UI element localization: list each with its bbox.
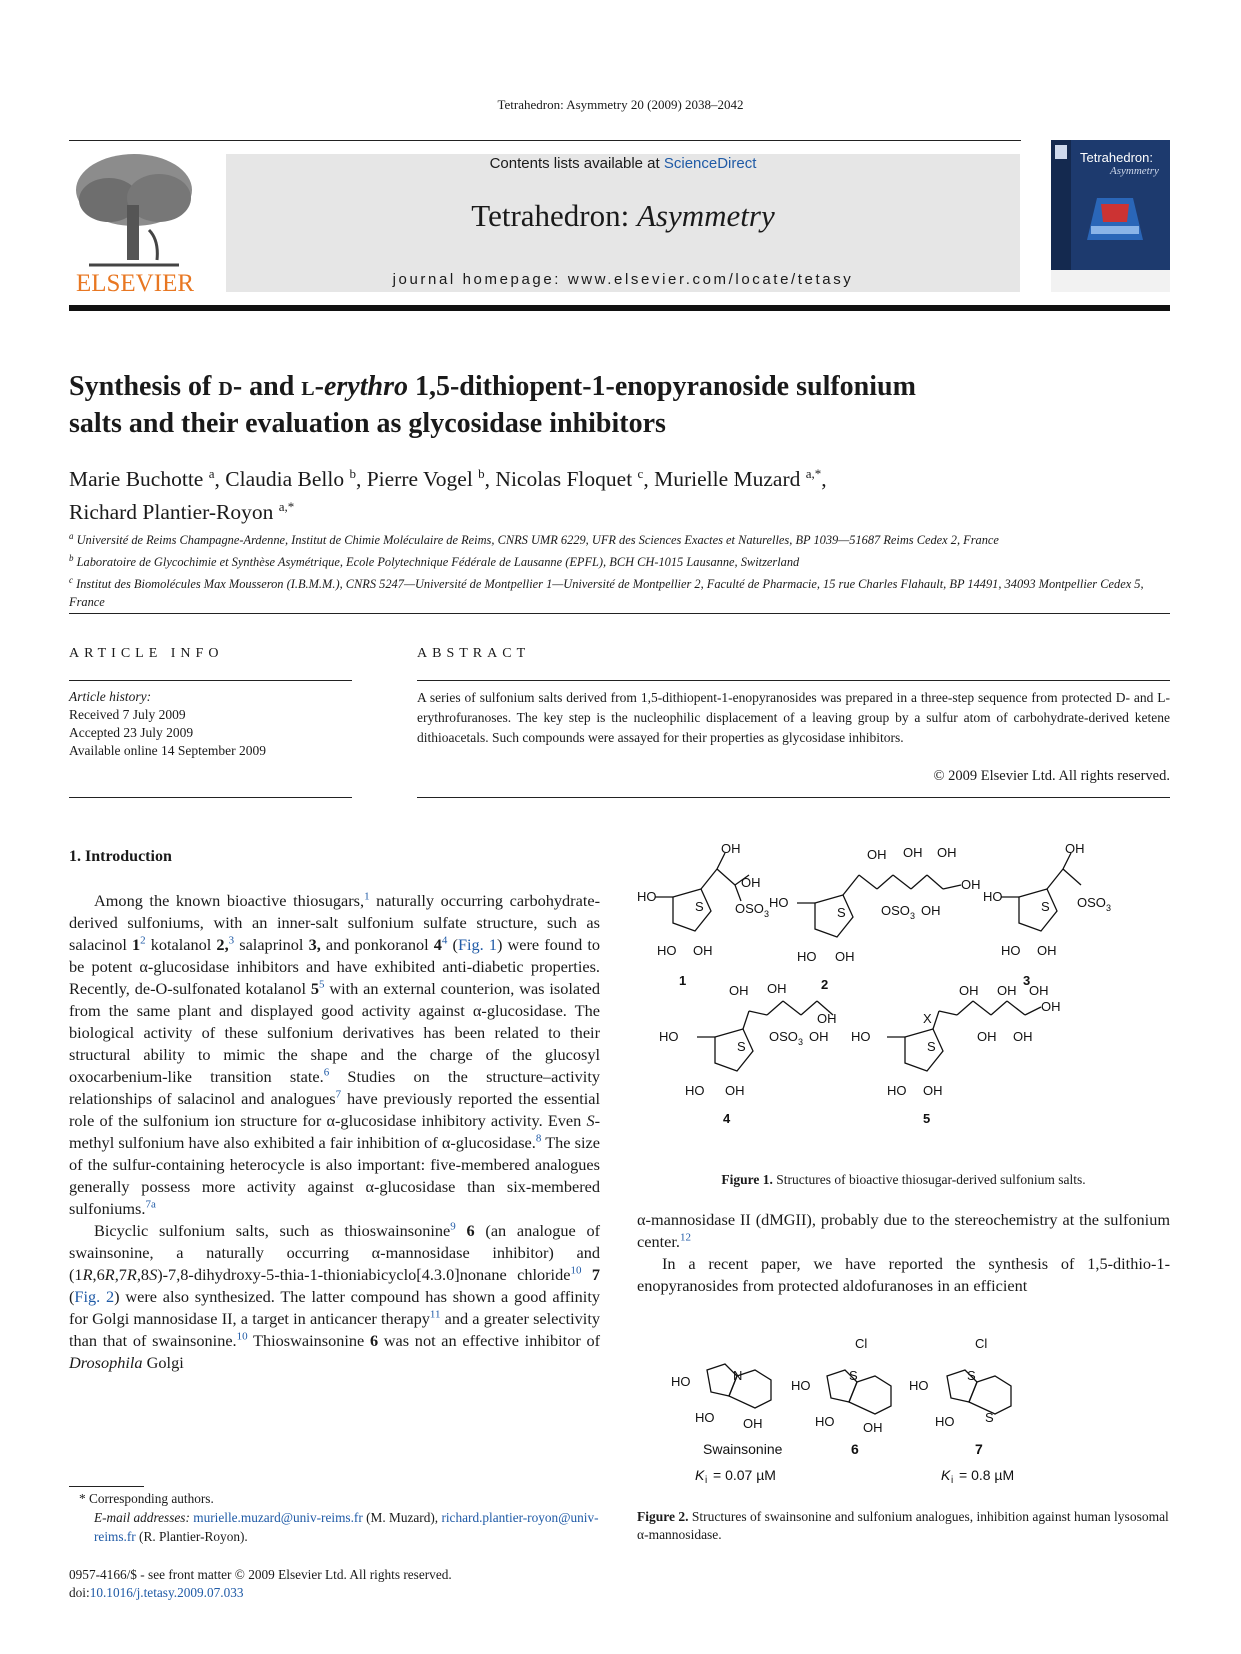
atom-label: OH [961, 877, 981, 892]
cover-title: Tetrahedron: [1080, 150, 1153, 165]
email-link[interactable]: richard.plantier-royon@univ-reims.fr [94, 1510, 599, 1544]
affiliation: $^a$ Université de Reims Champagne-Ardenne, Institut de Chimie Moléculaire de Reims, CNRS UMR 6229, UFR des Sciences Exactes et Naturelles, BP 1039—51687 Reims Cedex 2, France [69, 531, 999, 548]
atom-label: OH [937, 845, 957, 860]
atom-label: OH [923, 1083, 943, 1098]
citation[interactable]: 9 [450, 1220, 456, 1233]
atom-label: HO [657, 943, 677, 958]
compound-label: 3 [1023, 973, 1031, 988]
atom-label: 3 [764, 909, 770, 919]
compound-name: 7 [975, 1441, 983, 1457]
atom-label: Cl [975, 1336, 988, 1351]
citation[interactable]: 7a [145, 1198, 156, 1211]
atom-label: 3 [1106, 903, 1112, 913]
figure-link[interactable]: Fig. 2 [74, 1287, 115, 1306]
atom-label: HO [659, 1029, 679, 1044]
atom-label: S [967, 1368, 976, 1383]
footnote-rule [69, 1486, 144, 1487]
atom-label: OH [767, 981, 787, 996]
structure-6 [791, 1336, 891, 1435]
journal-name-main: Tetrahedron: [471, 198, 637, 233]
author[interactable]: Nicolas Floquet $^c$ [495, 466, 644, 492]
citation[interactable]: 8 [535, 1132, 542, 1145]
history-label: Article history: [69, 689, 152, 704]
structure-3 [983, 841, 1111, 988]
figure-2-caption: Figure 2. Structures of swainsonine and sulfonium analogues, inhibition against human lysosomal α-mannosidase. [637, 1509, 1169, 1542]
atom-label: HO [983, 889, 1003, 904]
atom-label: OH [741, 875, 761, 890]
journal-name [226, 198, 1020, 234]
article-info-bottom-rule [69, 797, 352, 798]
structure-1 [637, 841, 769, 988]
article-info-heading: ARTICLE INFO [69, 646, 224, 661]
doi-link[interactable]: 10.1016/j.tetasy.2009.07.033 [89, 1585, 244, 1600]
atom-label: S [849, 1368, 858, 1383]
abstract-text: A series of sulfonium salts derived from 1,5-dithiopent-1-enopyranosides was prepared in a three-step sequence from protected D- and L-erythrofuranoses. The key step is the nucleophilic displacement of a leaving group by a sulfur atom of carbohydrate-derived ketene dithioacetals. Such compounds were assayed for their properties as glycosidase inhibitors. [417, 690, 1170, 745]
atom-label: HO [769, 895, 789, 910]
figure-1-structures[interactable] [637, 841, 1170, 1145]
author[interactable]: Murielle Muzard $^{a,*}$ [654, 466, 822, 492]
compound-name: Swainsonine [703, 1441, 783, 1457]
title-part: Synthesis of [69, 371, 219, 402]
header-thick-rule [69, 305, 1170, 311]
citation[interactable]: 3 [228, 934, 235, 947]
abstract-bottom-rule [417, 797, 1170, 798]
ki-compound-7: = 0.8 µM [959, 1467, 1015, 1483]
atom-label: HO [797, 949, 817, 964]
atom-label: S [695, 899, 704, 914]
author[interactable]: Richard Plantier-Royon $^{a,*}$ [69, 499, 295, 525]
citation[interactable]: 11 [429, 1308, 441, 1321]
ki-sub: i [951, 1475, 954, 1486]
figure-2-structures[interactable] [637, 1330, 1170, 1486]
email-link[interactable]: murielle.muzard@univ-reims.fr [193, 1510, 363, 1525]
atom-label: OSO [735, 901, 764, 916]
author[interactable]: Claudia Bello $^b$ [225, 466, 356, 492]
atom-label: S [985, 1410, 994, 1425]
intro-body-left [69, 890, 600, 1374]
intro-body-right [637, 1209, 1170, 1297]
running-head: Tetrahedron: Asymmetry 20 (2009) 2038–2042 [497, 97, 744, 112]
atom-label: 3 [910, 911, 916, 921]
citation[interactable]: 10 [570, 1264, 582, 1277]
accepted-date: Accepted 23 July 2009 [69, 725, 194, 740]
sciencedirect-link[interactable]: ScienceDirect [663, 155, 757, 172]
atom-label: Cl [855, 1336, 868, 1351]
atom-label: HO [695, 1410, 715, 1425]
atom-label: OSO [1077, 895, 1106, 910]
atom-label: OH [835, 949, 855, 964]
structure-2 [769, 845, 981, 992]
article-history [69, 688, 359, 760]
received-date: Received 7 July 2009 [69, 707, 186, 722]
corresponding-author-footnote: * Corresponding authors. E-mail addresses: murielle.muzard@univ-reims.fr (M. Muzard), richard.plantier-royon@univ-reims.fr (R. Plantier-Royon). [69, 1489, 600, 1546]
atom-label: OH [867, 847, 887, 862]
compound-label: 4 [723, 1111, 731, 1126]
compound-name: 6 [851, 1441, 859, 1457]
article-title [69, 368, 1169, 442]
email-label: E-mail addresses: [94, 1510, 194, 1525]
atom-label: OSO [881, 903, 910, 918]
structure-7 [909, 1336, 1011, 1429]
online-date: Available online 14 September 2009 [69, 743, 266, 758]
atom-label: OH [721, 841, 741, 856]
citation[interactable]: 4 [441, 934, 448, 947]
title-part: 1,5-dithiopent-1-enopyranoside sulfonium [407, 371, 916, 402]
author[interactable]: Marie Buchotte $^a$ [69, 466, 215, 492]
atom-label: OH [959, 983, 979, 998]
atom-label: OH [1013, 1029, 1033, 1044]
compound-label: 1 [679, 973, 687, 988]
author[interactable]: Pierre Vogel $^b$ [366, 466, 485, 492]
title-part: - and [232, 371, 302, 402]
paragraph: Among the known bioactive thiosugars,$^1$ naturally occurring carbohydrate-derived sulfoniums, with an inner-salt sulfonium sulfate structure, such as salacinol 1$^2$ kotalanol 2,$^3$ salaprinol 3, and ponkoranol 4$^4$ (Fig. 1) were found to be potent α-glucosidase inhibitors and have exhibited anti-diabetic properties. Recently, de-O-sulfonated kotalanol 5$^5$ with an external counterion, was isolated from the same plant and displayed good activity against α-glucosidase. The biological activity of these sulfonium derivatives has been related to their structural ability to mimic the shape and the charge of the glucosyl oxocarbenium-like transition state.$^6$ Studies on the structure–activity relationships of salacinol and analogues$^7$ have previously reported the essential role of the sulfonium ion structure for α-glucosidase inhibitory activity. Even S-methyl sulfonium have also exhibited a fair inhibition of α-glucosidase.$^8$ The size of the sulfur-containing heterocycle is also important: five-membered analogues generally possess more activity against α-glucosidase than six-membered sulfoniums.$^{7a}$ [69, 890, 601, 1218]
citation[interactable]: 6 [323, 1066, 330, 1079]
citation[interactable]: 12 [679, 1231, 691, 1244]
title-l: l [301, 371, 315, 402]
atom-label: S [927, 1039, 936, 1054]
atom-label: OH [1041, 999, 1061, 1014]
paragraph: α-mannosidase II (dMGII), probably due to the stereochemistry at the sulfonium center.$^{12}$ [637, 1210, 1170, 1251]
atom-label: HO [887, 1083, 907, 1098]
article-info-rule [69, 680, 352, 681]
atom-label: OH [725, 1083, 745, 1098]
abstract-rule [417, 680, 1170, 681]
structure-swainsonine [671, 1364, 771, 1431]
ki-label: K [941, 1467, 951, 1483]
atom-label: OH [1065, 841, 1085, 856]
affiliation-rule [69, 613, 1170, 614]
ki-label: K [695, 1467, 705, 1483]
atom-label: S [837, 905, 846, 920]
section-heading-introduction: 1. Introduction [69, 848, 172, 865]
compound-label: 5 [923, 1111, 931, 1126]
atom-label: HO [851, 1029, 871, 1044]
paragraph: In a recent paper, we have reported the synthesis of 1,5-dithio-1-enopyranosides from protected aldofuranoses in an efficient [637, 1254, 1170, 1295]
paragraph: Bicyclic sulfonium salts, such as thioswainsonine$^9$ 6 (an analogue of swainsonine, a naturally occurring α-mannosidase inhibitor) and (1R,6R,7R,8S)-7,8-dihydroxy-5-thia-1-thioniabicyclo[4.3.0]nonane chloride$^{10}$ 7 (Fig. 2) were also synthesized. The latter compound has shown a good affinity for Golgi mannosidase II, a target in anticancer therapy$^{11}$ and a greater selectivity than that of swainsonine.$^{10}$ Thioswainsonine 6 was not an effective inhibitor of Drosophila Golgi [69, 1220, 601, 1372]
issn-line: 0957-4166/$ - see front matter © 2009 Elsevier Ltd. All rights reserved. [69, 1567, 452, 1582]
atom-label: HO [909, 1378, 929, 1393]
atom-label: N [733, 1368, 743, 1383]
atom-label: HO [815, 1414, 835, 1429]
title-erythro: erythro [323, 371, 408, 402]
atom-label: OSO [769, 1029, 798, 1044]
atom-label: OH [921, 903, 941, 918]
compound-label: 2 [821, 977, 829, 992]
atom-label: HO [791, 1378, 811, 1393]
atom-label: OH [1037, 943, 1057, 958]
atom-label: OH [693, 943, 713, 958]
atom-label: X [923, 1011, 932, 1026]
citation[interactable]: 2 [140, 934, 146, 947]
atom-label: HO [637, 889, 657, 904]
title-part: - [314, 371, 324, 402]
atom-label: OH [817, 1011, 837, 1026]
abstract-heading: ABSTRACT [417, 646, 531, 661]
atom-label: OH [903, 845, 923, 860]
citation[interactable]: 10 [236, 1330, 248, 1343]
atom-label: OH [977, 1029, 997, 1044]
atom-label: HO [935, 1414, 955, 1429]
affiliation: $^b$ Laboratoire de Glycochimie et Synthèse Asymétrique, Ecole Polytechnique Fédérale de Lausanne (EPFL), BCH CH-1015 Lausanne, Switzerland [69, 553, 800, 570]
atom-label: OH [997, 983, 1017, 998]
header-rule [69, 140, 1021, 141]
atom-label: OH [729, 983, 749, 998]
structure-4 [659, 981, 837, 1126]
author-list: Marie Buchotte $^a$, Claudia Bello $^b$, Pierre Vogel $^b$, Nicolas Floquet $^c$, Murielle Muzard $^{a,*}$, Richard Plantier-Royon $^{a,*}$ [69, 466, 827, 525]
affiliation: $^c$ Institut des Biomolécules Max Mousseron (I.B.M.M.), CNRS 5247—Université de Montpellier 1—Université de Montpellier 2, Faculté de Pharmacie, 15 rue Charles Flahault, BP 14491, 34093 Montpellier Cedex 5, France [69, 575, 1144, 610]
atom-label: 3 [798, 1037, 804, 1047]
affiliations [69, 527, 1179, 611]
title-d: d [218, 371, 233, 402]
footnote-star-line: * Corresponding authors. [79, 1491, 214, 1506]
ki-sub: i [705, 1475, 708, 1486]
structure-5 [851, 983, 1061, 1126]
elsevier-wordmark[interactable]: ELSEVIER [75, 270, 195, 297]
figure-1-caption: Figure 1. Structures of bioactive thiosugar-derived sulfonium salts. [721, 1172, 1086, 1187]
journal-homepage[interactable]: journal homepage: www.elsevier.com/locate/tetasy [392, 271, 854, 288]
issn-doi: 0957-4166/$ - see front matter © 2009 Elsevier Ltd. All rights reserved. doi:10.1016/j.tetasy.2009.07.033 [69, 1566, 600, 1602]
atom-label: HO [685, 1083, 705, 1098]
journal-name-italic: Asymmetry [636, 198, 775, 233]
abstract-copyright: © 2009 Elsevier Ltd. All rights reserved. [933, 768, 1170, 784]
contents-prefix: Contents lists available at [489, 155, 664, 172]
atom-label: OH [809, 1029, 829, 1044]
citation[interactable]: 7 [335, 1088, 342, 1101]
atom-label: OH [743, 1416, 763, 1431]
atom-label: HO [671, 1374, 691, 1389]
contents-line [226, 155, 1020, 172]
citation[interactable]: 1 [364, 890, 370, 903]
atom-label: HO [1001, 943, 1021, 958]
figure-link[interactable]: Fig. 1 [457, 935, 497, 954]
title-part: salts and their evaluation as glycosidase inhibitors [69, 408, 666, 439]
cover-subtitle: Asymmetry [1110, 165, 1159, 177]
atom-label: OH [1029, 983, 1049, 998]
atom-label: S [737, 1039, 746, 1054]
ki-swainsonine: = 0.07 µM [713, 1467, 776, 1483]
atom-label: S [1041, 899, 1050, 914]
atom-label: OH [863, 1420, 883, 1435]
citation[interactable]: 5 [318, 978, 325, 991]
